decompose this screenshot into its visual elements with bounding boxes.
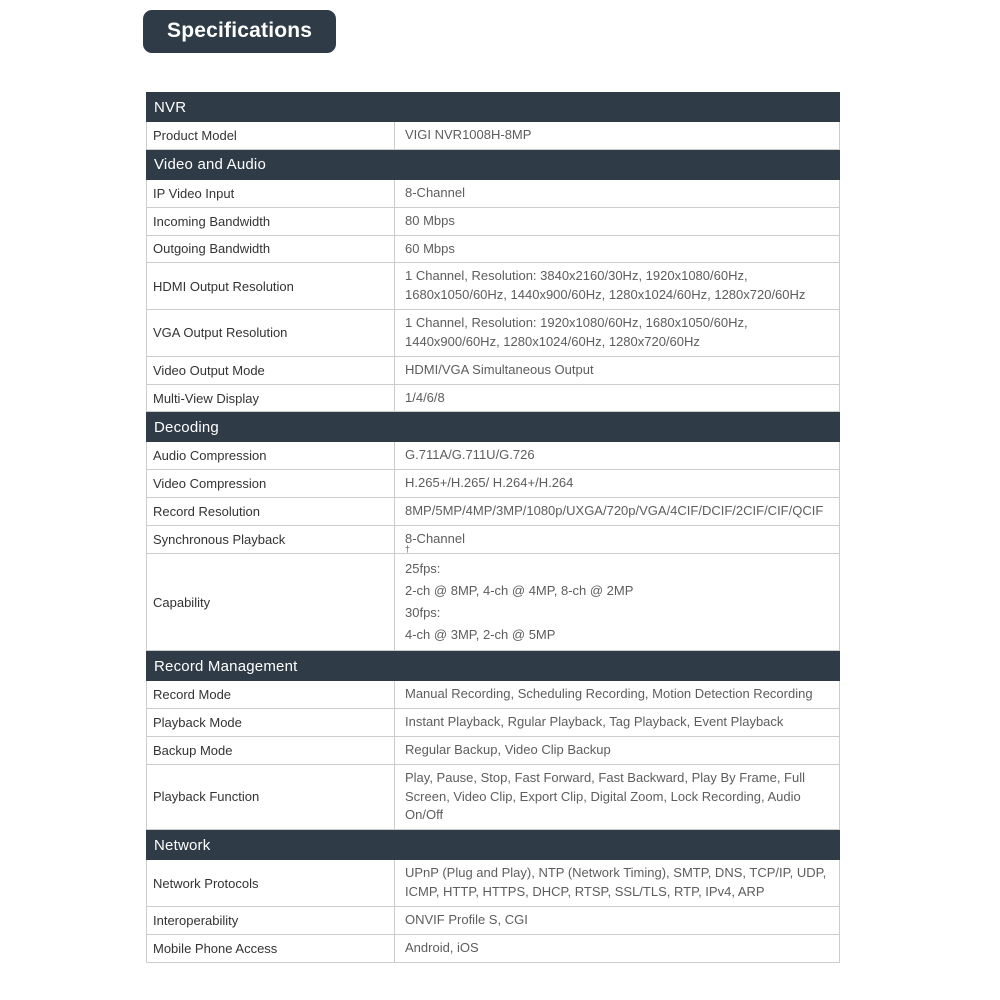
value-text: 8MP/5MP/4MP/3MP/1080p/UXGA/720p/VGA/4CIF/DCIF/2CIF/CIF/QCIF: [405, 503, 824, 519]
row-value: [395, 737, 839, 764]
row-label: Playback Function: [147, 765, 395, 830]
row-label: Video Output Mode: [147, 357, 395, 384]
row-label: IP Video Input: [147, 180, 395, 207]
spec-row-video-compression: [146, 470, 840, 498]
value-text: VIGI NVR1008H-8MP: [405, 127, 532, 142]
value-text: 8-Channel: [405, 530, 465, 546]
row-label: Product Model: [147, 122, 395, 149]
value-text: 60 Mbps: [405, 240, 455, 256]
value-line: 2-ch @ 8MP, 4-ch @ 4MP, 8-ch @ 2MP: [405, 582, 634, 598]
value-line: 25fps:: [405, 560, 441, 576]
value-text: 8-Channel: [405, 184, 465, 200]
value-text: Play, Pause, Stop, Fast Forward, Fast Backward, Play By Frame, Full Screen, Video Clip, Export Clip, Digital Zoom, Lock Recording, Audio On/Off: [405, 769, 806, 823]
value-text: 1 Channel, Resolution: 1920x1080/60Hz, 1680x1050/60Hz, 1440x900/60Hz, 1280x1024/60Hz, 1280x720/60Hz: [405, 315, 748, 349]
spec-row-ip-video-input: [146, 180, 840, 208]
section-header-decoding: Decoding: [146, 412, 840, 442]
value-text: Instant Playback, Rgular Playback, Tag Playback, Event Playback: [405, 714, 784, 730]
row-label: Backup Mode: [147, 737, 395, 764]
value-text: G.711A/G.711U/G.726: [405, 447, 535, 463]
row-value: [395, 357, 839, 384]
value-text: UPnP (Plug and Play), NTP (Network Timing), SMTP, DNS, TCP/IP, UDP, ICMP, HTTP, HTTPS, DHCP, RTSP, SSL/TLS, RTP, IPv4, ARP: [405, 865, 827, 900]
row-value: [395, 385, 839, 412]
spec-row-synchronous-playback: [146, 526, 840, 554]
spec-row-network-protocols: [146, 860, 840, 907]
spec-row-multi-view-display: [146, 385, 840, 413]
row-label: Record Mode: [147, 681, 395, 708]
row-label: Outgoing Bandwidth: [147, 236, 395, 263]
value-text: HDMI/VGA Simultaneous Output: [405, 361, 594, 377]
section-header-nvr: NVR: [146, 92, 840, 122]
row-label: Synchronous Playback: [147, 526, 395, 553]
value-text: H.265+/H.265/ H.264+/H.264: [405, 475, 574, 491]
row-value: [395, 681, 839, 708]
row-value: [395, 263, 839, 309]
spec-row-record-mode: [146, 681, 840, 709]
row-value: [395, 180, 839, 207]
row-value: [395, 470, 839, 497]
row-value: [395, 765, 839, 830]
spec-row-mobile-phone-access: [146, 935, 840, 963]
row-value: [395, 442, 839, 469]
spec-row-vga-output-resolution: [146, 310, 840, 357]
row-label: Capability: [147, 554, 395, 650]
value-line: 4-ch @ 3MP, 2-ch @ 5MP: [405, 627, 556, 643]
row-label: Interoperability: [147, 907, 395, 934]
spec-row-backup-mode: [146, 737, 840, 765]
spec-row-playback-mode: [146, 709, 840, 737]
row-label: HDMI Output Resolution: [147, 263, 395, 309]
row-value: [395, 236, 839, 263]
value-text: Manual Recording, Scheduling Recording, Motion Detection Recording: [405, 686, 813, 702]
row-value: [395, 122, 839, 149]
value-text: 1/4/6/8: [405, 389, 445, 405]
value-text: Regular Backup, Video Clip Backup: [405, 741, 611, 757]
row-label: Playback Mode: [147, 709, 395, 736]
spec-row-capability: [146, 554, 840, 651]
spec-row-audio-compression: [146, 442, 840, 470]
row-value: [395, 310, 839, 356]
row-label: Multi-View Display: [147, 385, 395, 412]
section-header-network: Network: [146, 830, 840, 860]
spec-row-interoperability: [146, 907, 840, 935]
row-value: [395, 907, 839, 934]
section-header-video-and-audio: Video and Audio: [146, 150, 840, 180]
row-value: [395, 554, 839, 650]
row-value: [395, 208, 839, 235]
spec-row-outgoing-bandwidth: [146, 236, 840, 264]
value-text: Android, iOS: [405, 939, 479, 955]
row-label: Video Compression: [147, 470, 395, 497]
row-value: [395, 860, 839, 906]
value-text: 1 Channel, Resolution: 3840x2160/30Hz, 1920x1080/60Hz, 1680x1050/60Hz, 1440x900/60Hz, 1280x1024/60Hz, 1280x720/60Hz: [405, 268, 806, 303]
spec-table: [146, 92, 840, 963]
spec-row-record-resolution: [146, 498, 840, 526]
row-label: Record Resolution: [147, 498, 395, 525]
value-text: ONVIF Profile S, CGI: [405, 911, 528, 927]
spec-row-video-output-mode: [146, 357, 840, 385]
value-text: 80 Mbps: [405, 212, 455, 228]
row-value: [395, 709, 839, 736]
value-line: 30fps:: [405, 605, 441, 620]
spec-row-incoming-bandwidth: [146, 208, 840, 236]
section-header-record-management: Record Management: [146, 651, 840, 681]
row-label: Mobile Phone Access: [147, 935, 395, 962]
spec-row-hdmi-output-resolution: [146, 263, 840, 310]
row-value: [395, 935, 839, 962]
row-label: Audio Compression: [147, 442, 395, 469]
row-value: 8-Channel †: [395, 526, 839, 553]
spec-row-playback-function: [146, 765, 840, 831]
row-label: Incoming Bandwidth: [147, 208, 395, 235]
row-value: [395, 498, 839, 525]
spec-row-product-model: [146, 122, 840, 150]
row-label: VGA Output Resolution: [147, 310, 395, 356]
row-label: Network Protocols: [147, 860, 395, 906]
page-title: Specifications: [143, 10, 336, 53]
